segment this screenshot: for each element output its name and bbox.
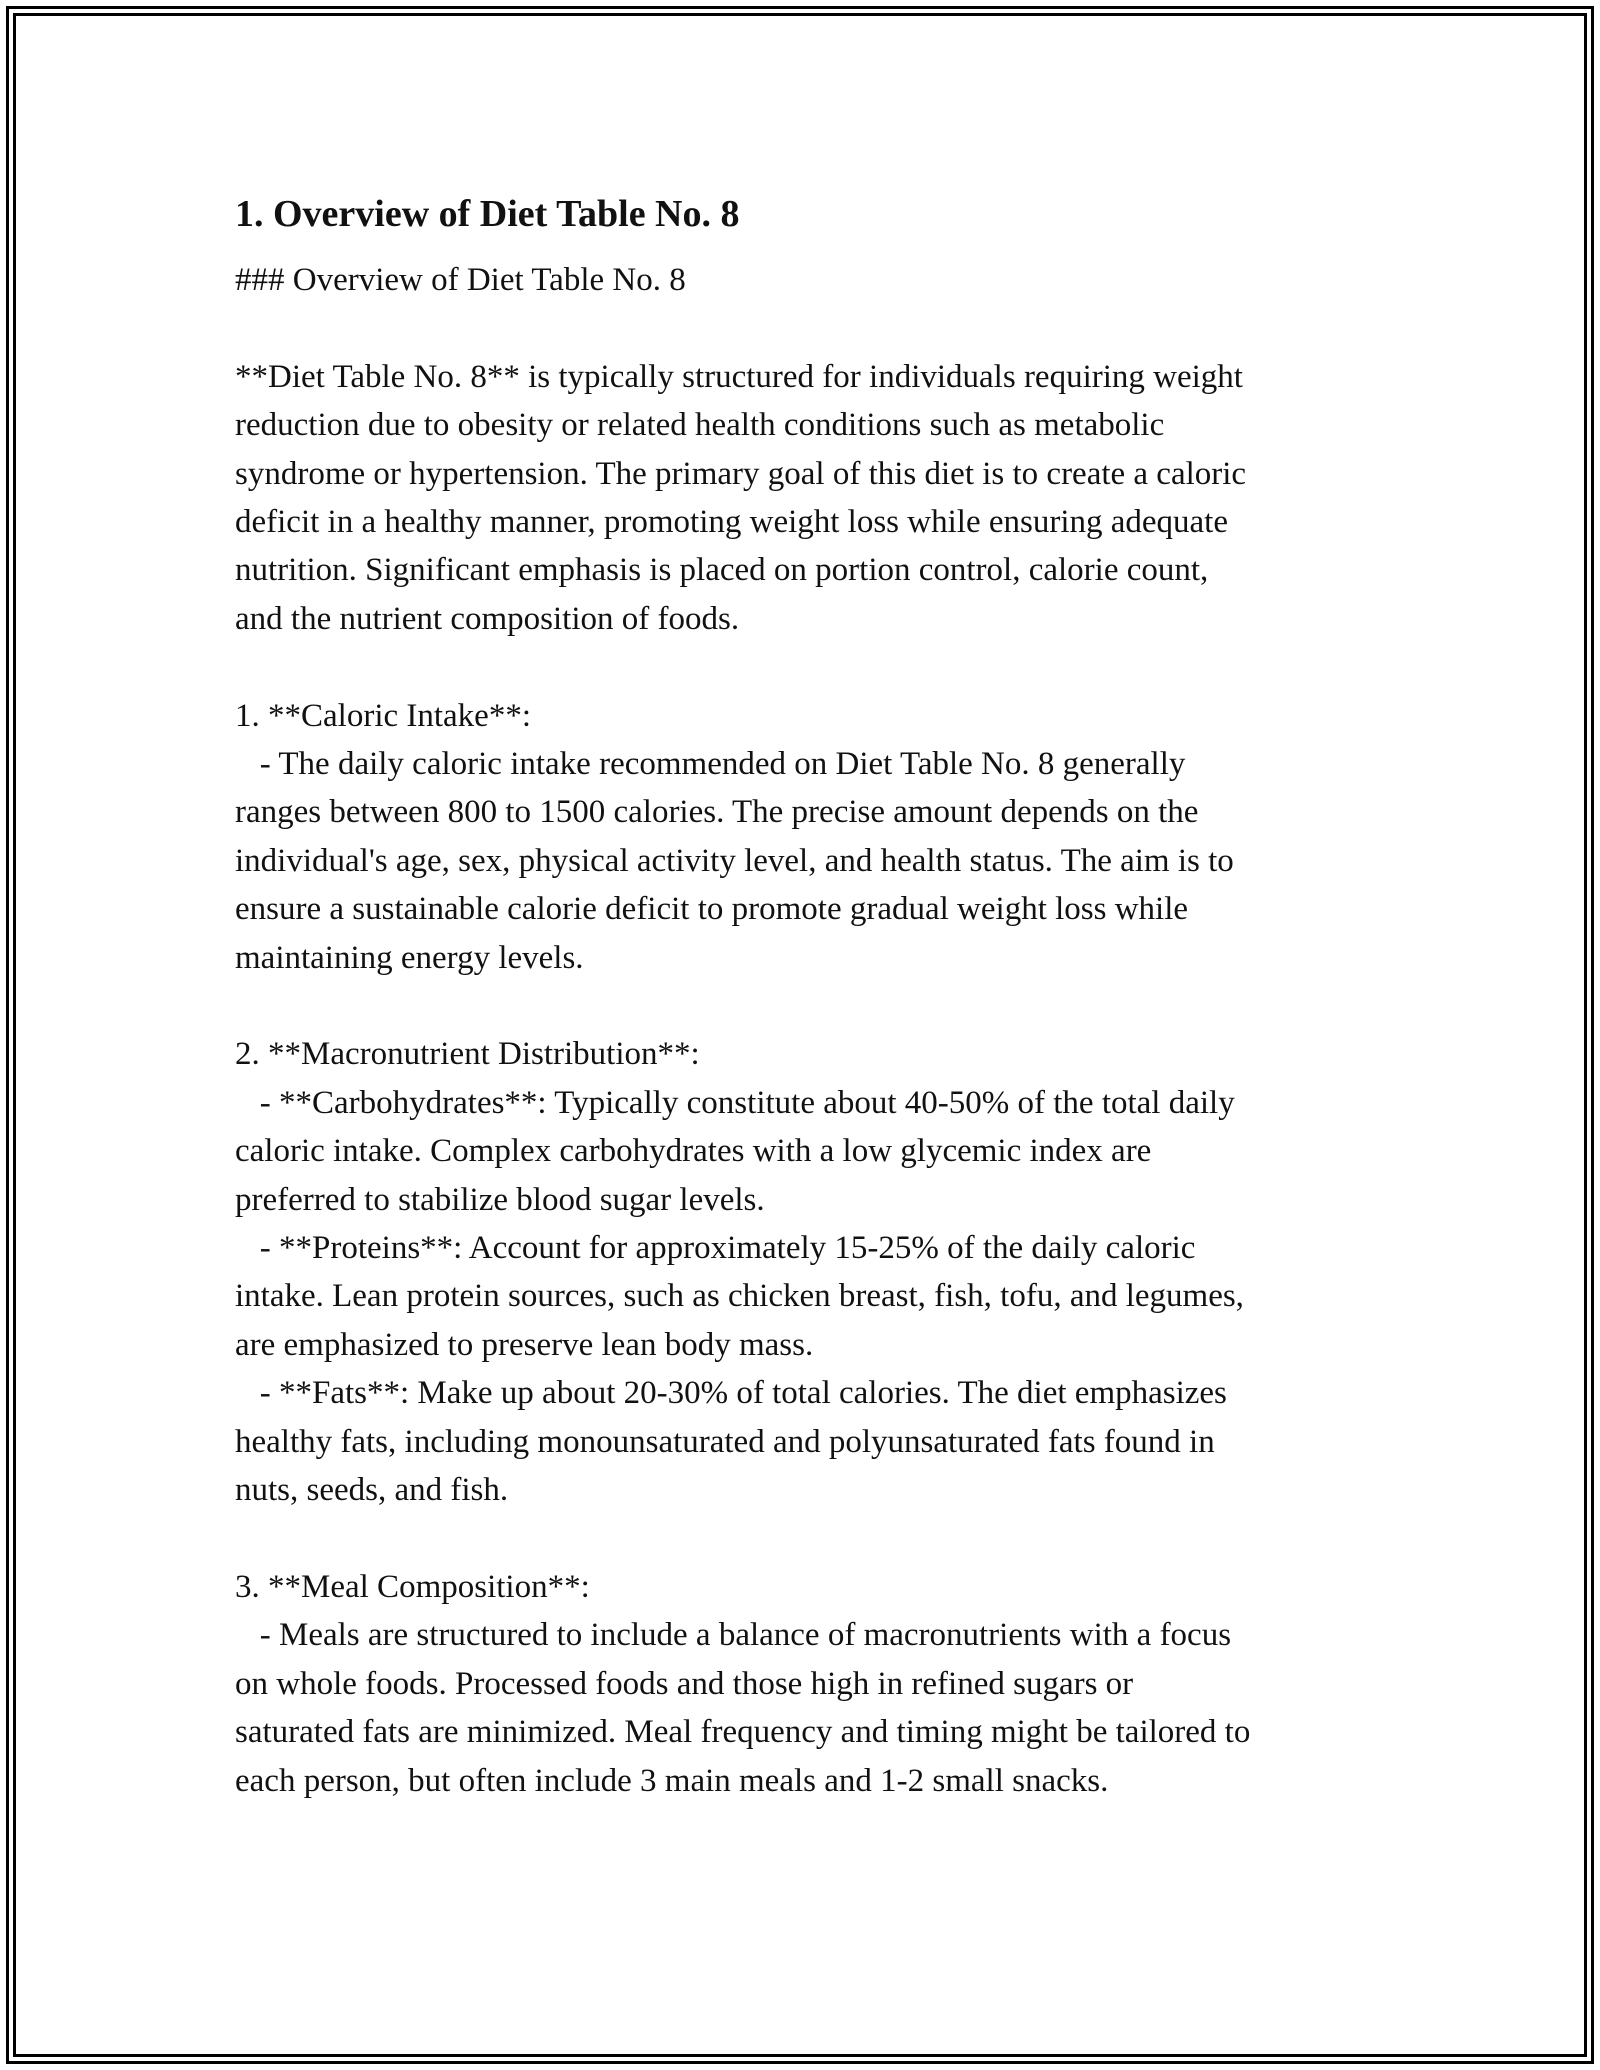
text-line: individual's age, sex, physical activity level, and health status. The aim is to [235, 842, 1234, 879]
text-line: - **Carbohydrates**: Typically constitute about 40-50% of the total daily [235, 1084, 1235, 1121]
text-line: preferred to stabilize blood sugar levels. [235, 1181, 765, 1218]
macronutrient-section [235, 1030, 1385, 1514]
text-line: intake. Lean protein sources, such as chicken breast, fish, tofu, and legumes, [235, 1278, 1244, 1315]
text-line: **Diet Table No. 8** is typically structured for individuals requiring weight [235, 358, 1243, 395]
text-line: caloric intake. Complex carbohydrates with a low glycemic index are [235, 1133, 1152, 1170]
text-line: - Meals are structured to include a balance of macronutrients with a focus [235, 1617, 1232, 1654]
page-title: 1. Overview of Diet Table No. 8 [235, 193, 740, 235]
text-line: on whole foods. Processed foods and those high in refined sugars or [235, 1665, 1134, 1702]
text-line: each person, but often include 3 main meals and 1-2 small snacks. [235, 1762, 1109, 1799]
section-subheading: ### Overview of Diet Table No. 8 [235, 262, 686, 298]
text-line: healthy fats, including monounsaturated and polyunsaturated fats found in [235, 1423, 1215, 1460]
text-line: and the nutrient composition of foods. [235, 600, 740, 637]
list-heading: 2. **Macronutrient Distribution**: [235, 1036, 700, 1073]
text-line: are emphasized to preserve lean body mass. [235, 1326, 814, 1363]
text-line: - **Proteins**: Account for approximately 15-25% of the daily caloric [235, 1230, 1196, 1267]
text-line: syndrome or hypertension. The primary goal of this diet is to create a caloric [235, 455, 1247, 492]
list-heading: 3. **Meal Composition**: [235, 1568, 590, 1605]
document-body [235, 186, 1385, 1805]
text-line: nuts, seeds, and fish. [235, 1472, 509, 1509]
text-line: ensure a sustainable calorie deficit to promote gradual weight loss while [235, 891, 1189, 928]
text-line: maintaining energy levels. [235, 939, 584, 976]
text-line: nutrition. Significant emphasis is placed on portion control, calorie count, [235, 552, 1209, 589]
text-line: ranges between 800 to 1500 calories. The precise amount depends on the [235, 794, 1199, 831]
intro-paragraph [235, 353, 1385, 643]
text-line: deficit in a healthy manner, promoting weight loss while ensuring adequate [235, 504, 1228, 541]
list-heading: 1. **Caloric Intake**: [235, 697, 532, 734]
meal-composition-section [235, 1563, 1385, 1805]
caloric-intake-section [235, 692, 1385, 982]
text-line: saturated fats are minimized. Meal frequency and timing might be tailored to [235, 1714, 1251, 1751]
text-line: - **Fats**: Make up about 20-30% of total calories. The diet emphasizes [235, 1375, 1227, 1412]
text-line: - The daily caloric intake recommended on Diet Table No. 8 generally [235, 746, 1186, 783]
text-line: reduction due to obesity or related health conditions such as metabolic [235, 407, 1165, 444]
